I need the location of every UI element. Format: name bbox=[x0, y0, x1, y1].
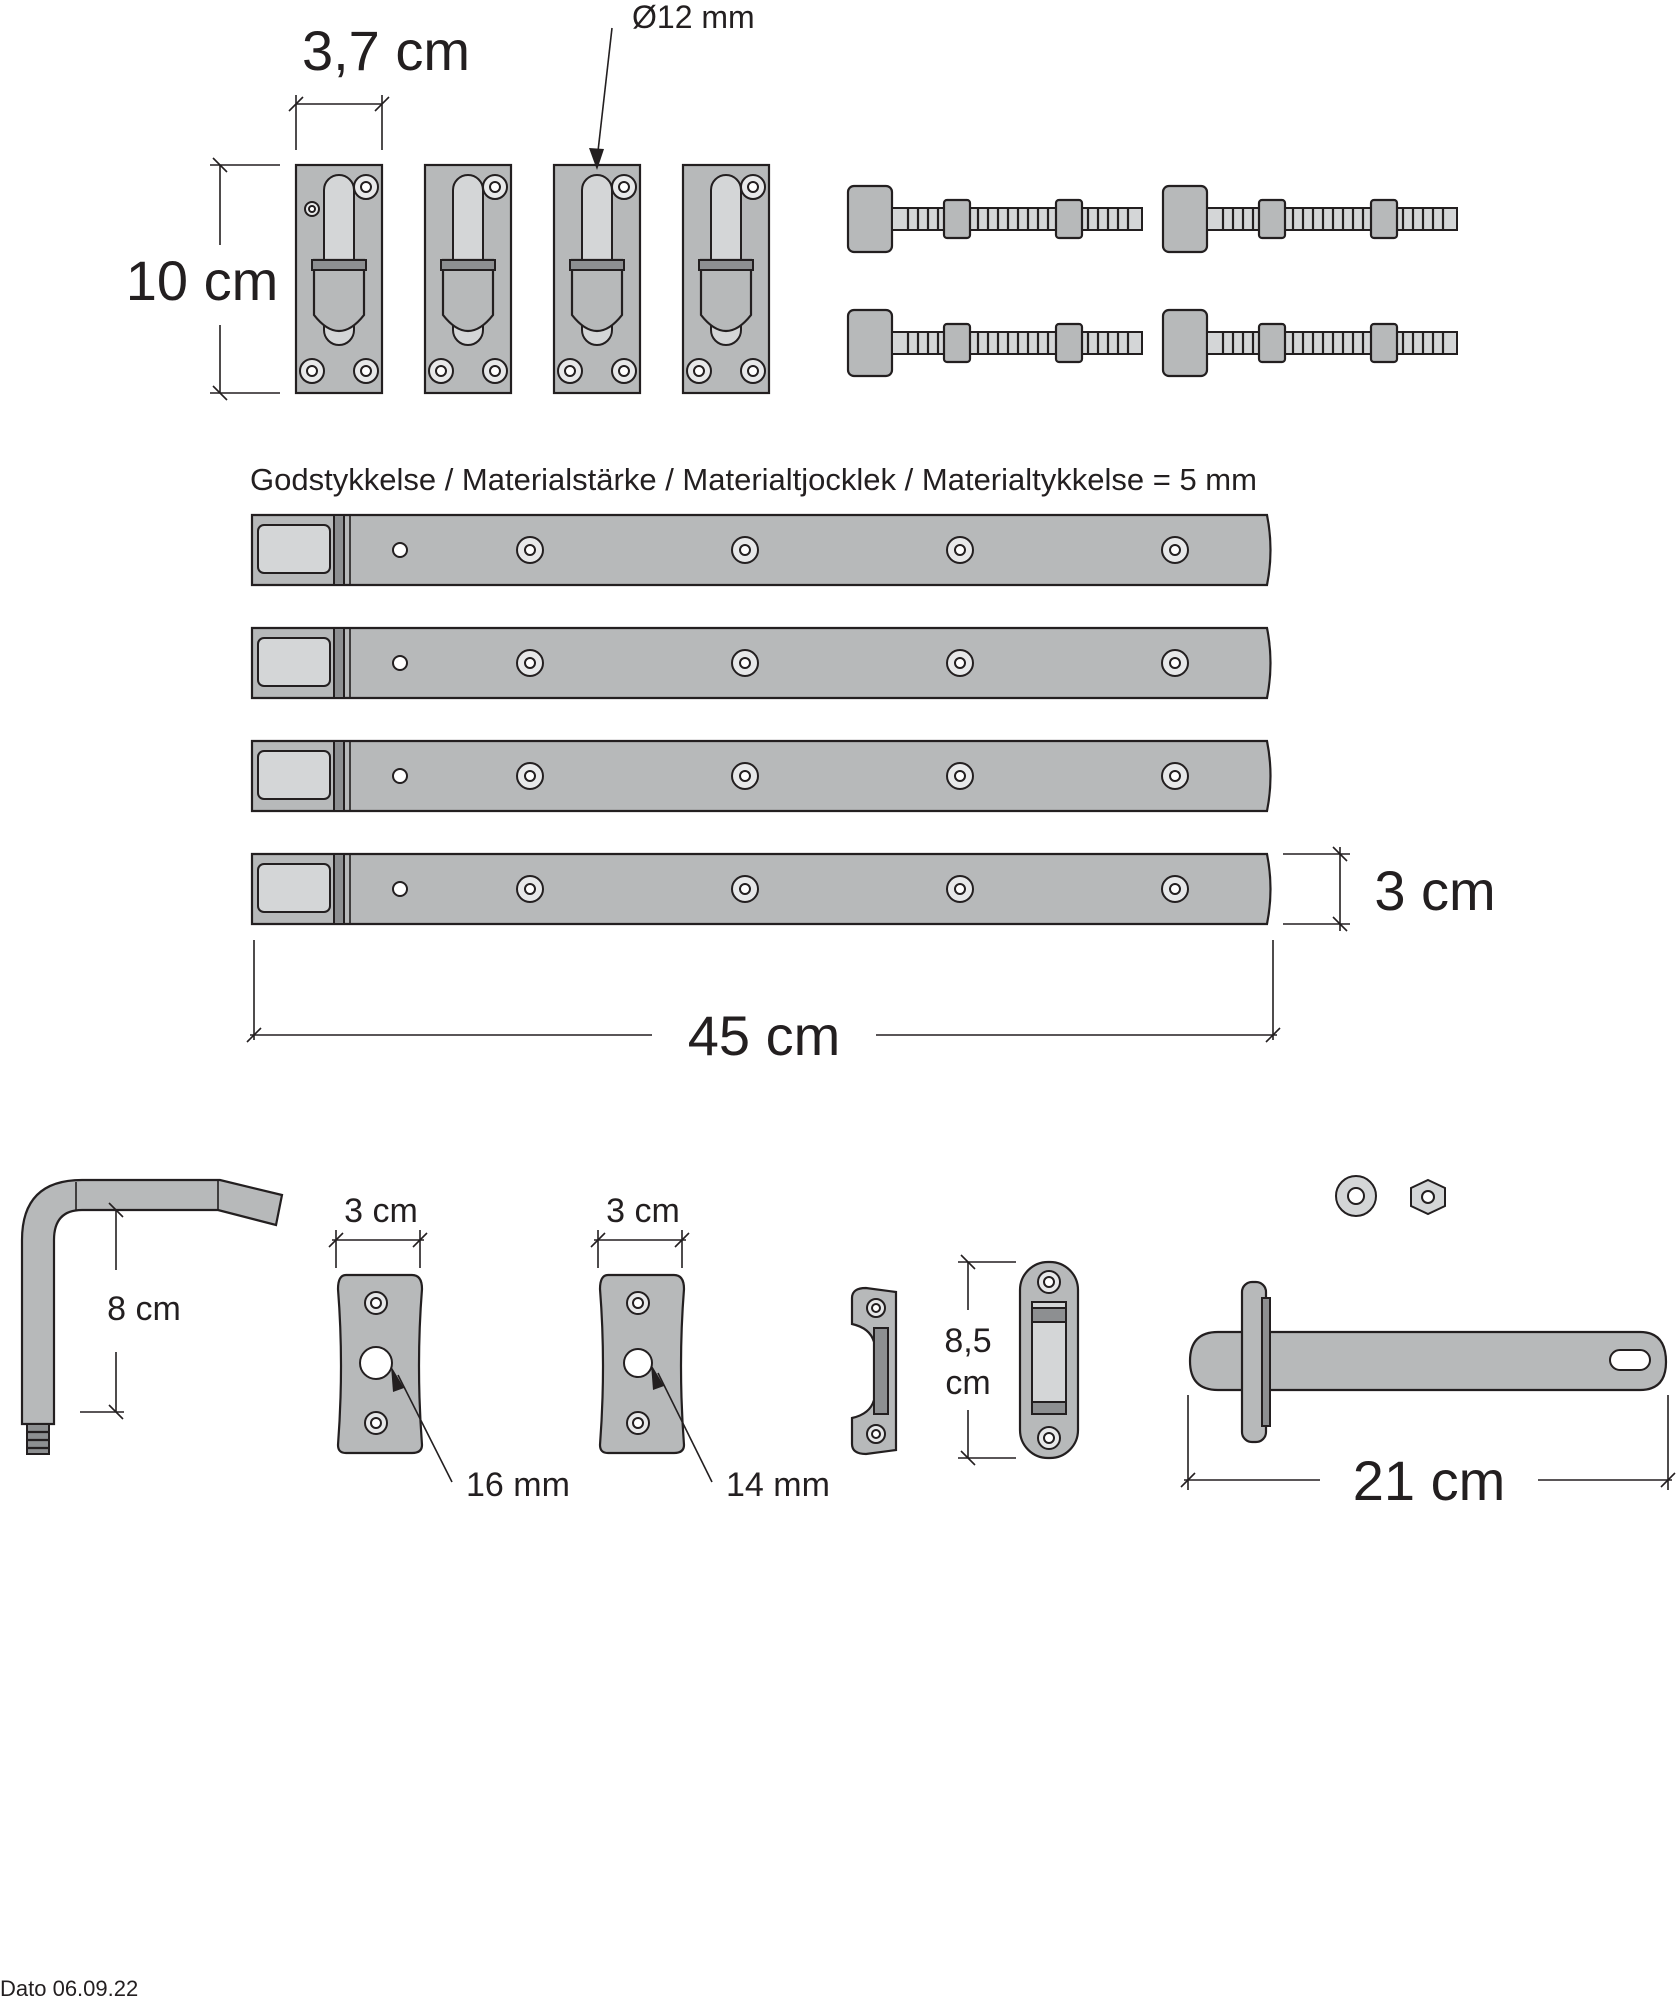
pin-diameter-label: Ø12 mm bbox=[632, 0, 755, 35]
pin-diameter-callout bbox=[589, 0, 755, 170]
pin-strap bbox=[554, 165, 640, 393]
hook-height-label: 8 cm bbox=[107, 1290, 181, 1328]
bolt-length-label: 21 cm bbox=[1352, 1449, 1506, 1512]
plate-a-width-label: 3 cm bbox=[344, 1192, 418, 1230]
pin-strap bbox=[683, 165, 769, 393]
bolt-keeper bbox=[1020, 1262, 1078, 1458]
strap-hinge bbox=[252, 854, 1271, 924]
mounting-plate-14mm bbox=[600, 1275, 684, 1453]
dimension-strap-width bbox=[289, 19, 470, 150]
sliding-bolt bbox=[1190, 1282, 1666, 1442]
pin-strap bbox=[425, 165, 511, 393]
hinge-height-label: 3 cm bbox=[1374, 859, 1496, 922]
dimension-hinge-length bbox=[247, 940, 1280, 1067]
strap-hinge bbox=[252, 628, 1271, 698]
plate-b-width-label: 3 cm bbox=[606, 1192, 680, 1230]
threaded-hinge-pins bbox=[848, 186, 1457, 376]
washer bbox=[1336, 1176, 1376, 1216]
plate-b-hole-label: 14 mm bbox=[726, 1466, 830, 1504]
hinge-length-label: 45 cm bbox=[687, 1004, 841, 1067]
threaded-pin bbox=[848, 186, 1142, 252]
hex-nut bbox=[1411, 1180, 1445, 1214]
dimension-hinge-height bbox=[1283, 847, 1496, 931]
bolt-bracket bbox=[852, 1288, 896, 1454]
material-thickness-note: Godstykkelse / Materialstärke / Materialtjocklek / Materialtykkelse = 5 mm bbox=[250, 462, 1257, 497]
strap-hinge bbox=[252, 741, 1271, 811]
pin-strap bbox=[296, 165, 382, 393]
dimension-keeper-height bbox=[944, 1255, 1016, 1465]
threaded-pin bbox=[1163, 186, 1457, 252]
strap-hinges bbox=[252, 515, 1271, 924]
keeper-height-label-1: 8,5 bbox=[944, 1322, 992, 1360]
keeper-height-label-2: cm bbox=[945, 1364, 991, 1402]
plate-a-hole-label: 16 mm bbox=[466, 1466, 570, 1504]
dimension-hook-height bbox=[80, 1203, 181, 1419]
dimension-strap-height bbox=[126, 158, 280, 400]
date-label: Dato 06.09.22 bbox=[0, 1976, 139, 2000]
mounting-plate-16mm bbox=[338, 1275, 422, 1453]
strap-hinge bbox=[252, 515, 1271, 585]
threaded-pin bbox=[1163, 310, 1457, 376]
pin-straps bbox=[296, 165, 769, 393]
strap-height-label: 10 cm bbox=[125, 249, 279, 312]
threaded-pin bbox=[848, 310, 1142, 376]
strap-width-label: 3,7 cm bbox=[301, 19, 471, 82]
